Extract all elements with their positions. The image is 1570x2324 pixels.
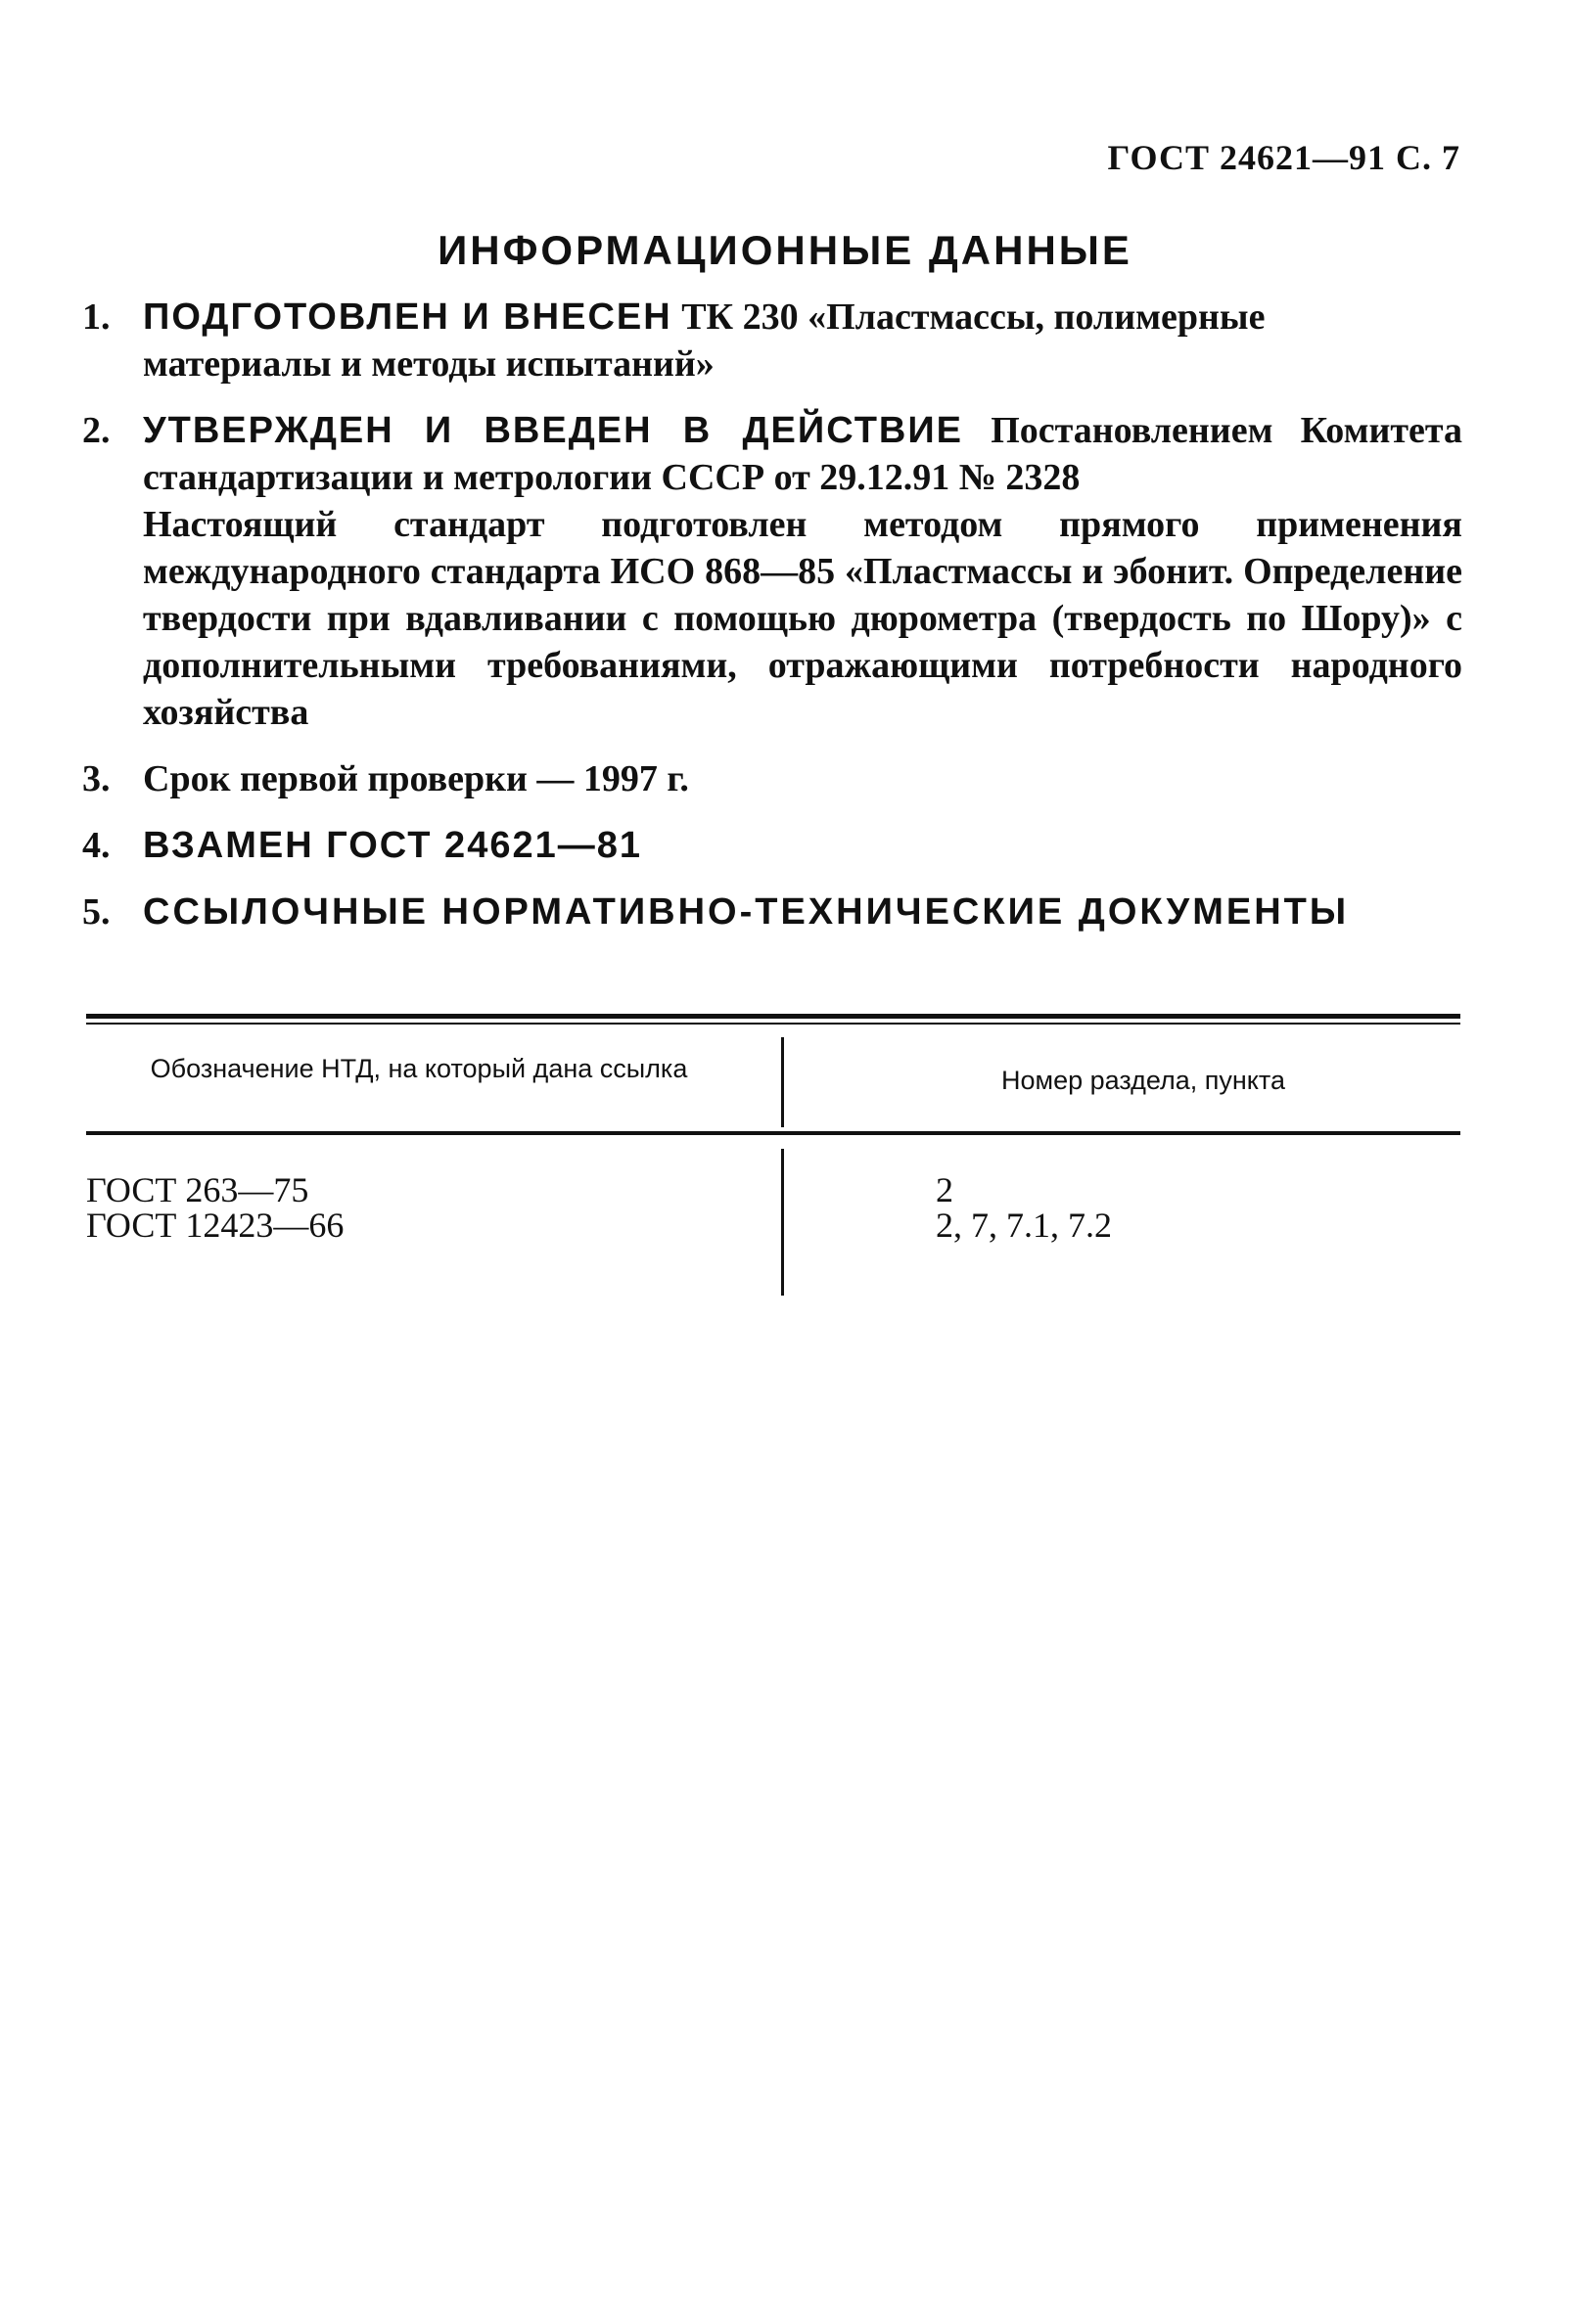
info-item-references	[82, 889, 1462, 935]
item-caps: ПОДГОТОВЛЕН И ВНЕСЕН	[143, 296, 672, 338]
table-header-rule	[86, 1131, 1460, 1135]
item-number: 3.	[82, 758, 111, 799]
item-text-2: Настоящий стандарт подготовлен методом прямого применения международного стандарта ИСО 868—85 «Пластмассы и эбонит. Определение твердости при вдавливании с помощью дюрометра (твердость по Шору)» с дополнительными требованиями, отражающими потребности народного хозяйства	[143, 504, 1462, 733]
info-item-replaces	[82, 822, 1462, 869]
table-column-divider	[781, 1037, 784, 1127]
item-number: 1.	[82, 296, 111, 338]
info-item-review-date	[82, 755, 1462, 802]
table-body	[86, 1172, 1460, 1243]
item-text: Срок первой проверки — 1997 г.	[143, 758, 689, 799]
table-row	[86, 1172, 1460, 1208]
table-top-rule-thin	[86, 1023, 1460, 1025]
table-cell-ntd: ГОСТ 263—75	[86, 1170, 309, 1209]
item-number: 4.	[82, 825, 111, 866]
table-header-section: Номер раздела, пункта	[1001, 1066, 1285, 1095]
item-text: Постановлением Комитета стандартизации и метрологии СССР от 29.12.91 № 2328	[143, 410, 1463, 498]
table-row	[86, 1208, 1460, 1243]
item-number: 5.	[82, 891, 111, 933]
table-cell-section: 2, 7, 7.1, 7.2	[936, 1206, 1112, 1245]
item-text: ТК 230 «Пластмассы, полимерные материалы и методы испытаний»	[143, 296, 1266, 385]
item-caps: УТВЕРЖДЕН И ВВЕДЕН В ДЕЙСТВИЕ	[143, 410, 964, 451]
item-caps: ССЫЛОЧНЫЕ НОРМАТИВНО-ТЕХНИЧЕСКИЕ ДОКУМЕНТЫ	[143, 891, 1350, 933]
references-table	[86, 1014, 1460, 1298]
section-title: ИНФОРМАЦИОННЫЕ ДАННЫЕ	[438, 227, 1132, 273]
page-header-doc-ref: ГОСТ 24621—91 С. 7	[1107, 138, 1460, 177]
table-cell-ntd: ГОСТ 12423—66	[86, 1206, 345, 1245]
table-header-ntd: Обозначение НТД, на который дана ссылка	[150, 1054, 688, 1083]
table-top-rule	[86, 1014, 1460, 1019]
info-items-list	[82, 294, 1462, 955]
table-cell-section: 2	[936, 1170, 953, 1209]
info-item-prepared	[82, 294, 1462, 387]
item-number: 2.	[82, 410, 111, 451]
info-item-approved	[82, 407, 1462, 736]
item-caps: ВЗАМЕН ГОСТ 24621—81	[143, 825, 642, 866]
